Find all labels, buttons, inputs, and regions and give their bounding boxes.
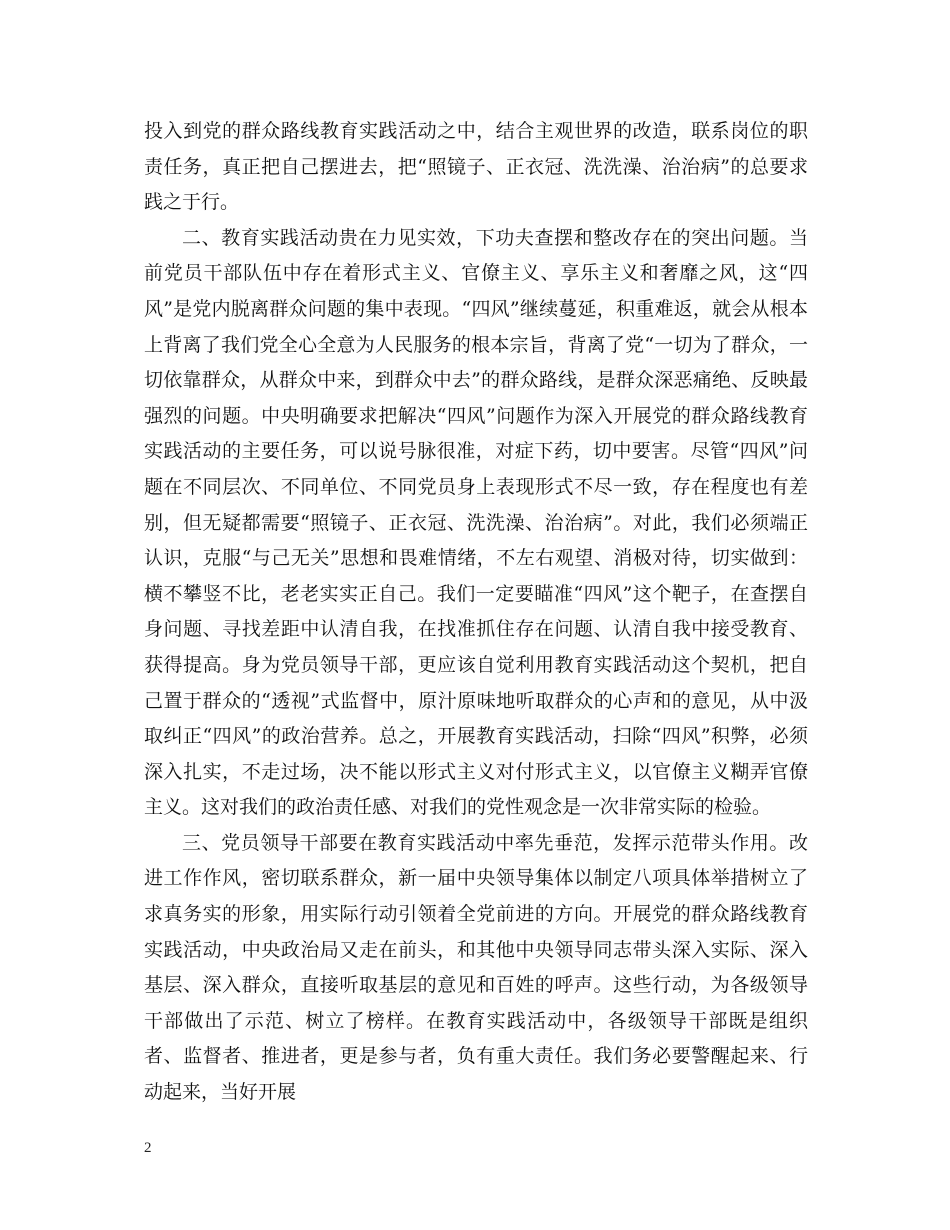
paragraph-continuation: 投入到党的群众路线教育实践活动之中，结合主观世界的改造，联系岗位的职责任务，真正把自己摆进去，把“照镜子、正衣冠、洗洗澡、治治病”的总要求践之于行。 — [144, 120, 808, 214]
body-text — [144, 114, 808, 1111]
paragraph-section-three: 三、党员领导干部要在教育实践活动中率先垂范，发挥示范带头作用。改进工作作风，密切联系群众，新一届中央领导集体以制定八项具体举措树立了求真务实的形象，用实际行动引领着全党前进的方向。开展党的群众路线教育实践活动，中央政治局又走在前头，和其他中央领导同志带头深入实际、深入基层、深入群众，直接听取基层的意见和百姓的呼声。这些行动，为各级领导干部做出了示范、树立了榜样。在教育实践活动中，各级领导干部既是组织者、监督者、推进者，更是参与者，负有重大责任。我们务必要警醒起来、行动起来，当好开展 — [144, 831, 808, 1104]
paragraph-section-two: 二、教育实践活动贵在力见实效，下功夫查摆和整改存在的突出问题。当前党员干部队伍中存在着形式主义、官僚主义、享乐主义和奢靡之风，这“四风”是党内脱离群众问题的集中表现。“四风”继续蔓延，积重难返，就会从根本上背离了我们党全心全意为人民服务的根本宗旨，背离了党“一切为了群众，一切依靠群众，从群众中来，到群众中去”的群众路线，是群众深恶痛绝、反映最强烈的问题。中央明确要求把解决“四风”问题作为深入开展党的群众路线教育实践活动的主要任务，可以说号脉很准，对症下药，切中要害。尽管“四风”问题在不同层次、不同单位、不同党员身上表现形式不尽一致，存在程度也有差别，但无疑都需要“照镜子、正衣冠、洗洗澡、治治病”。对此，我们必须端正认识，克服“与己无关”思想和畏难情绪，不左右观望、消极对待，切实做到：横不攀竖不比，老老实实正自己。我们一定要瞄准“四风”这个靶子，在查摆自身问题、寻找差距中认清自我，在找准抓住存在问题、认清自我中接受教育、获得提高。身为党员领导干部，更应该自觉利用教育实践活动这个契机，把自己置于群众的“透视”式监督中，原汁原味地听取群众的心声和的意见，从中汲取纠正“四风”的政治营养。总之，开展教育实践活动，扫除“四风”积弊，必须深入扎实，不走过场，决不能以形式主义对付形式主义，以官僚主义糊弄官僚主义。这对我们的政治责任感、对我们的党性观念是一次非常实际的检验。 — [144, 226, 808, 819]
page-number: 2 — [144, 1140, 152, 1156]
